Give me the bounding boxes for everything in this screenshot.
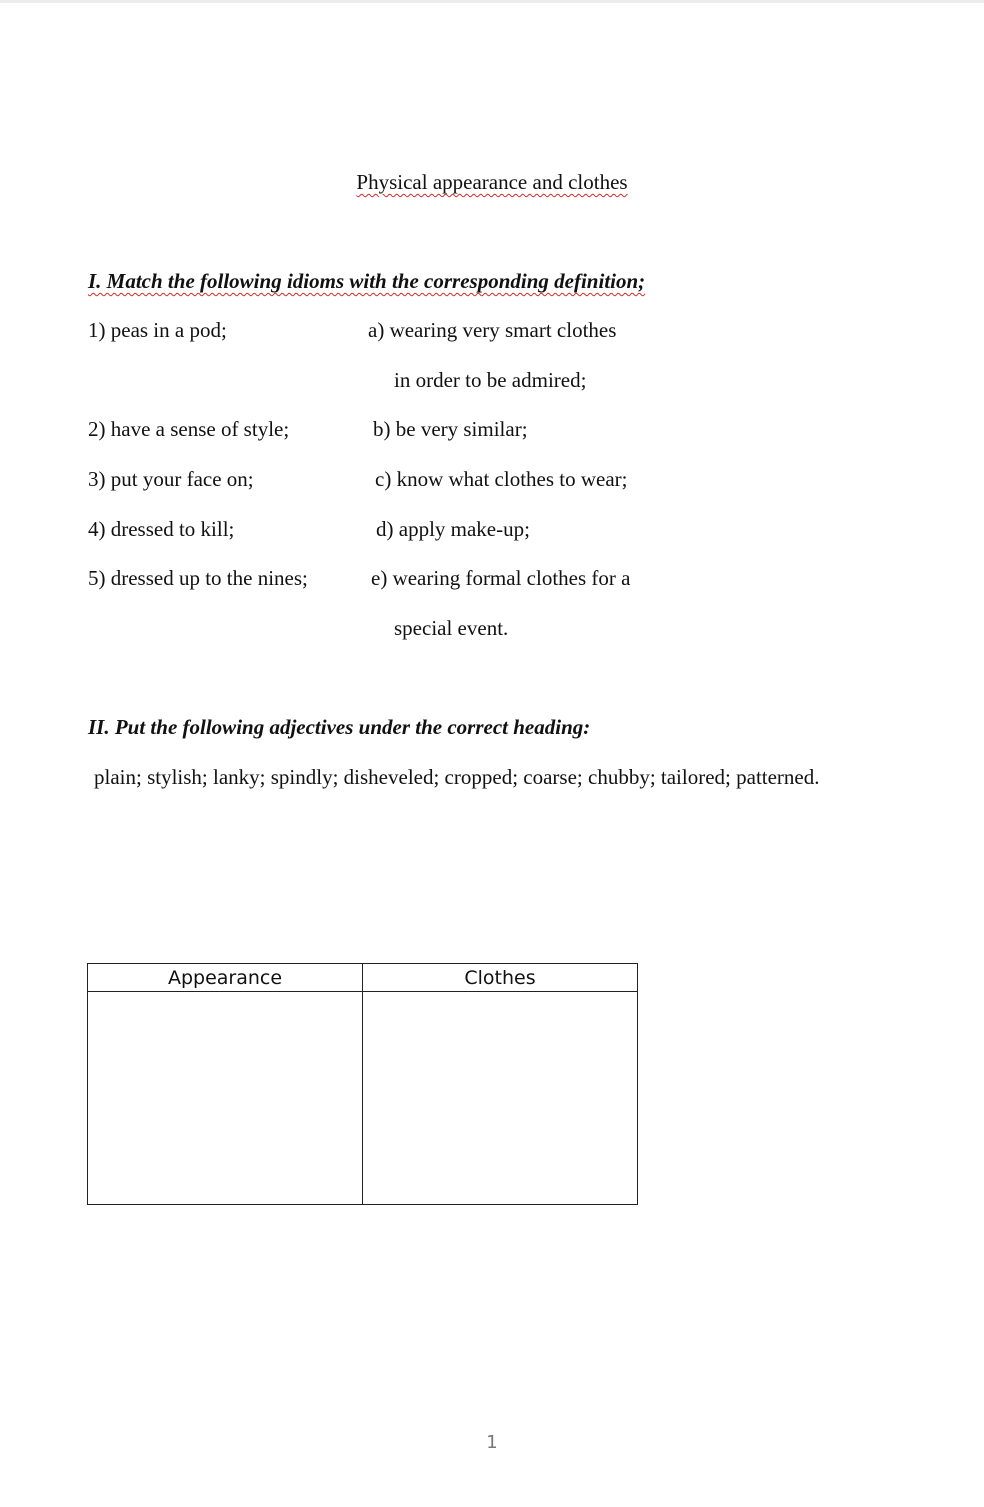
page-top-edge — [0, 0, 984, 3]
adjective-list: plain; stylish; lanky; spindly; disheveled; cropped; coarse; chubby; tailored; patterned. — [94, 765, 820, 789]
sorting-table — [87, 963, 638, 1205]
appearance-cell[interactable] — [88, 992, 363, 1205]
table-header-clothes: Clothes — [363, 964, 638, 992]
idiom-item: 2) have a sense of style; — [88, 417, 290, 441]
definition-continuation: special event. — [394, 616, 509, 640]
definition-item: b) be very similar; — [373, 417, 528, 441]
definition-continuation: in order to be admired; — [394, 368, 587, 392]
idiom-item: 3) put your face on; — [88, 467, 254, 491]
definition-item: d) apply make-up; — [376, 517, 530, 541]
clothes-cell[interactable] — [363, 992, 638, 1205]
section1-heading: I. Match the following idioms with the corresponding definition; — [88, 269, 646, 293]
idiom-item: 5) dressed up to the nines; — [88, 566, 308, 590]
definition-item: a) wearing very smart clothes — [368, 318, 617, 342]
definition-item: e) wearing formal clothes for a — [371, 566, 631, 590]
idiom-item: 4) dressed to kill; — [88, 517, 235, 541]
page-title: Physical appearance and clothes — [356, 170, 628, 194]
section2-heading: II. Put the following adjectives under the correct heading: — [88, 715, 591, 739]
table-header-appearance: Appearance — [88, 964, 363, 992]
page-number: 1 — [486, 1432, 498, 1453]
idiom-item: 1) peas in a pod; — [88, 318, 227, 342]
definition-item: c) know what clothes to wear; — [375, 467, 628, 491]
